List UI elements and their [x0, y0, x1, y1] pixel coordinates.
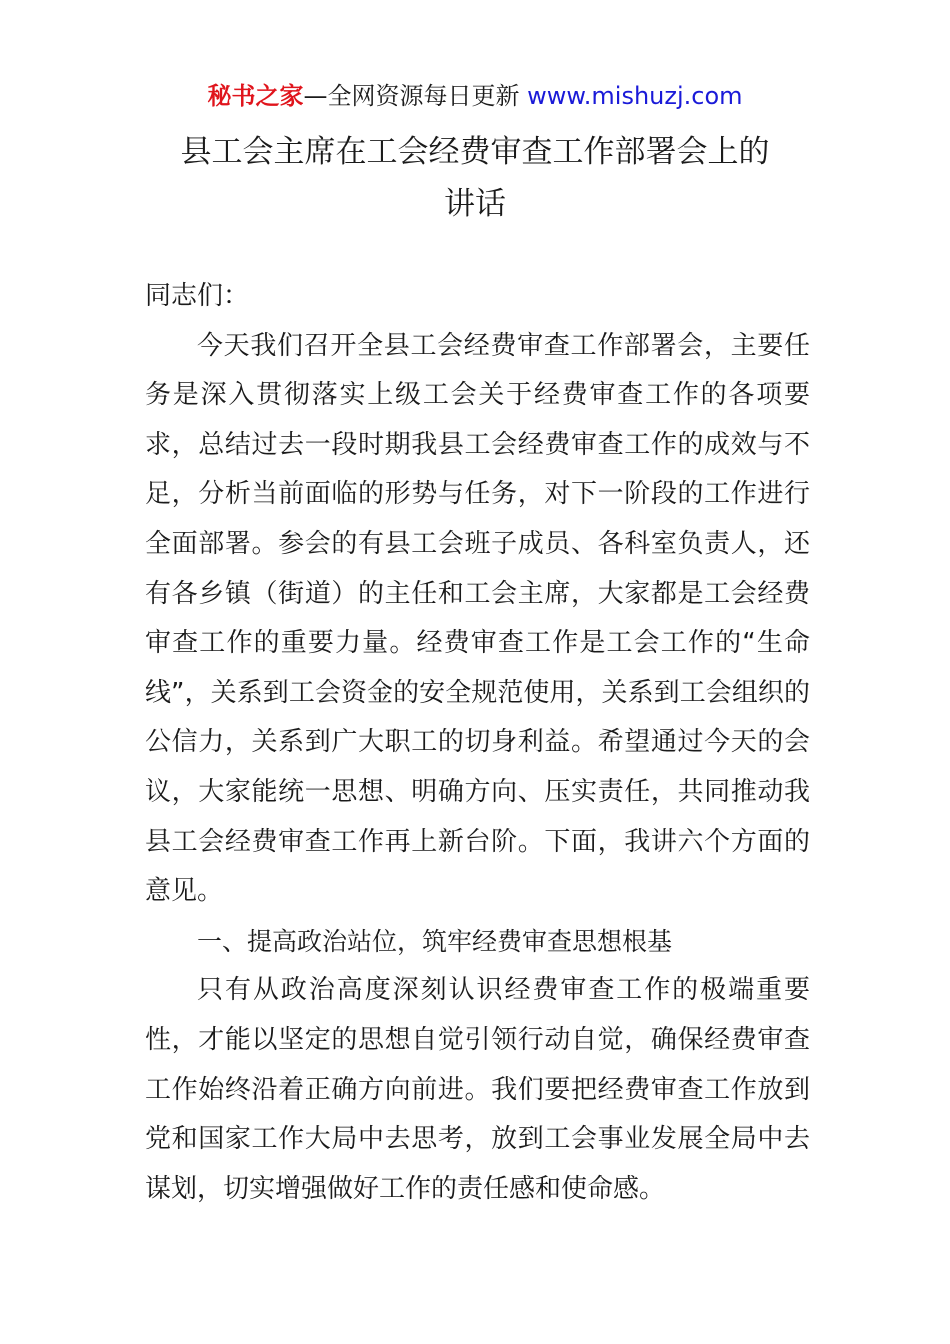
site-tagline: —全网资源每日更新	[303, 82, 520, 110]
document-title-line-2: 讲话	[444, 186, 506, 222]
site-header	[0, 80, 950, 112]
paragraph-intro: 今天我们召开全县工会经费审查工作部署会，主要任务是深入贯彻落实上级工会关于经费审查工作的各项要求，总结过去一段时期我县工会经费审查工作的成效与不足，分析当前面临的形势与任务，对下一阶段的工作进行全面部署。参会的有县工会班子成员、各科室负责人，还有各乡镇（街道）的主任和工会主席，大家都是工会经费审查工作的重要力量。经费审查工作是工会工作的“生命线”，关系到工会资金的安全规范使用，关系到工会组织的公信力，关系到广大职工的切身利益。希望通过今天的会议，大家能统一思想、明确方向、压实责任，共同推动我县工会经费审查工作再上新台阶。下面，我讲六个方面的意见。	[145, 330, 810, 907]
paragraph-section-1: 只有从政治高度深刻认识经费审查工作的极端重要性，才能以坚定的思想自觉引领行动自觉，确保经费审查工作始终沿着正确方向前进。我们要把经费审查工作放到党和国家工作大局中去思考，放到工会事业发展全局中去谋划，切实增强做好工作的责任感和使命感。	[145, 975, 810, 1204]
document-title-line-1: 县工会主席在工会经费审查工作部署会上的	[180, 134, 770, 170]
site-brand: 秘书之家	[207, 82, 304, 110]
salutation: 同志们：	[145, 281, 250, 311]
document-body	[145, 272, 810, 1214]
site-url-link[interactable]: www.mishuzj.com	[527, 82, 743, 110]
section-heading-1: 一、提高政治站位，筑牢经费审查思想根基	[197, 926, 673, 956]
document-title	[0, 126, 950, 230]
